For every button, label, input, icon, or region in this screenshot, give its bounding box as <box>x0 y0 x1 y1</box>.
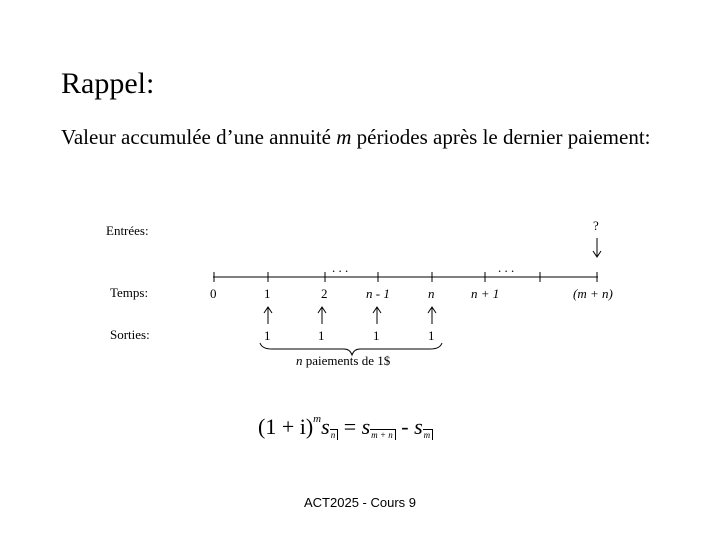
formula-equals: = <box>343 414 357 439</box>
time-label-m-plus-n: (m + n) <box>573 286 613 301</box>
row-label-temps: Temps: <box>110 285 149 300</box>
formula-minus: - <box>401 414 409 439</box>
formula-lhs-s: s <box>321 414 330 439</box>
body-text-after: périodes après le dernier paiement: <box>351 125 651 149</box>
inflow-question-mark: ? <box>593 218 599 233</box>
time-label-1: 1 <box>264 286 271 301</box>
ellipsis-2: . . . <box>498 260 515 275</box>
slide-footer: ACT2025 - Cours 9 <box>304 495 416 510</box>
formula-rhs-s2: s <box>414 414 423 439</box>
body-text-variable: m <box>336 125 352 149</box>
formula-lhs-base: (1 + i) <box>258 414 314 439</box>
formula-rhs-s1: s <box>361 414 371 439</box>
row-label-entrees: Entrées: <box>106 223 149 238</box>
payment-arrows <box>264 307 436 324</box>
brace-label: n paiements de 1$ <box>296 353 391 368</box>
payment-value: 1 <box>264 328 271 343</box>
formula-rhs-angle2: m <box>423 429 434 440</box>
time-label-n: n <box>428 286 435 301</box>
payment-value: 1 <box>318 328 325 343</box>
payment-value: 1 <box>428 328 435 343</box>
slide-body-text <box>61 123 671 152</box>
brace-label-text: paiements de 1$ <box>302 353 391 368</box>
time-label-0: 0 <box>210 286 217 301</box>
time-label-n-plus-1: n + 1 <box>471 286 500 301</box>
accumulated-value-formula <box>258 404 433 451</box>
row-label-sorties: Sorties: <box>110 327 150 342</box>
formula-lhs-angle: n <box>330 429 339 440</box>
payment-value: 1 <box>373 328 380 343</box>
time-label-2: 2 <box>321 286 328 301</box>
inflow-arrow <box>593 238 601 257</box>
slide-title: Rappel: <box>61 67 155 100</box>
time-label-n-minus-1: n - 1 <box>366 286 390 301</box>
formula-lhs-exponent: m <box>313 413 322 425</box>
formula-rhs-angle1: m + n <box>370 429 396 440</box>
ellipsis-1: . . . <box>332 260 349 275</box>
body-text-before: Valeur accumulée d’une annuité <box>61 125 337 149</box>
